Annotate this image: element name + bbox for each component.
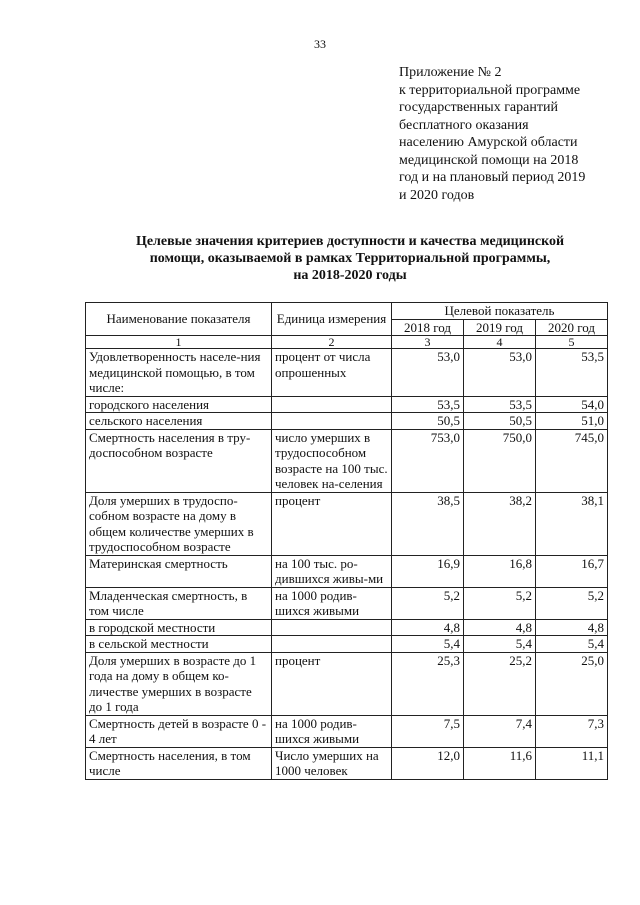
table-row bbox=[86, 636, 608, 653]
title-line: Целевые значения критериев доступности и качества медицинской bbox=[135, 234, 565, 249]
table-row bbox=[86, 413, 608, 430]
value-2019: 5,4 bbox=[464, 636, 536, 653]
row-unit bbox=[272, 619, 392, 636]
value-2020: 53,5 bbox=[536, 349, 608, 397]
appendix-line: государственных гарантий bbox=[399, 100, 558, 115]
appendix-block bbox=[399, 64, 619, 204]
row-unit: на 1000 родив-шихся живыми bbox=[272, 587, 392, 619]
row-unit: процент от числа опрошенных bbox=[272, 349, 392, 397]
value-2020: 38,1 bbox=[536, 492, 608, 555]
row-unit bbox=[272, 636, 392, 653]
appendix-line: Приложение № 2 bbox=[399, 65, 502, 80]
value-2018: 12,0 bbox=[392, 747, 464, 779]
header-target: Целевой показатель bbox=[392, 303, 608, 320]
appendix-line: бесплатного оказания bbox=[399, 117, 529, 133]
row-unit: на 1000 родив-шихся живыми bbox=[272, 715, 392, 747]
table-row bbox=[86, 555, 608, 587]
value-2020: 51,0 bbox=[536, 413, 608, 430]
appendix-line: год и на плановый период 2019 bbox=[399, 170, 586, 185]
appendix-line: к территориальной программе bbox=[399, 82, 581, 98]
col-number: 4 bbox=[464, 336, 536, 349]
table-row bbox=[86, 619, 608, 636]
row-name: Материнская смертность bbox=[86, 555, 272, 587]
col-number: 5 bbox=[536, 336, 608, 349]
value-2019: 38,2 bbox=[464, 492, 536, 555]
col-number: 1 bbox=[86, 336, 272, 349]
value-2019: 16,8 bbox=[464, 555, 536, 587]
value-2018: 5,2 bbox=[392, 587, 464, 619]
header-unit: Единица измерения bbox=[272, 303, 392, 336]
row-unit bbox=[272, 413, 392, 430]
row-name: Удовлетворенность населе-ния медицинской помощью, в том числе: bbox=[86, 349, 272, 397]
value-2020: 16,7 bbox=[536, 555, 608, 587]
appendix-line: медицинской помощи на 2018 bbox=[399, 152, 579, 168]
value-2018: 5,4 bbox=[392, 636, 464, 653]
value-2019: 53,5 bbox=[464, 396, 536, 413]
value-2020: 7,3 bbox=[536, 715, 608, 747]
row-unit bbox=[272, 396, 392, 413]
table-row bbox=[86, 429, 608, 492]
row-name: Доля умерших в возрасте до 1 года на дому в общем ко-личестве умерших в возрасте до 1 года bbox=[86, 652, 272, 715]
header-name: Наименование показателя bbox=[86, 303, 272, 336]
value-2018: 16,9 bbox=[392, 555, 464, 587]
value-2020: 745,0 bbox=[536, 429, 608, 492]
criteria-table bbox=[85, 302, 608, 780]
title-line: на 2018-2020 годы bbox=[293, 268, 407, 283]
title-line: помощи, оказываемой в рамках Территориальной программы, bbox=[149, 251, 551, 266]
col-number: 3 bbox=[392, 336, 464, 349]
value-2020: 4,8 bbox=[536, 619, 608, 636]
value-2020: 5,2 bbox=[536, 587, 608, 619]
row-name: в городской местности bbox=[86, 619, 272, 636]
col-number: 2 bbox=[272, 336, 392, 349]
value-2019: 50,5 bbox=[464, 413, 536, 430]
table-row bbox=[86, 747, 608, 779]
table-row bbox=[86, 587, 608, 619]
value-2018: 7,5 bbox=[392, 715, 464, 747]
row-unit: число умерших в трудоспособном возрасте на 100 тыс. человек на-селения bbox=[272, 429, 392, 492]
value-2019: 7,4 bbox=[464, 715, 536, 747]
value-2019: 750,0 bbox=[464, 429, 536, 492]
table-row bbox=[86, 652, 608, 715]
value-2018: 38,5 bbox=[392, 492, 464, 555]
value-2018: 753,0 bbox=[392, 429, 464, 492]
table-row bbox=[86, 492, 608, 555]
appendix-line: и 2020 годов bbox=[399, 187, 475, 203]
table-row bbox=[86, 349, 608, 397]
page-number: 33 bbox=[314, 37, 326, 51]
row-name: Смертность населения в тру-доспособном возрасте bbox=[86, 429, 272, 492]
row-name: Доля умерших в трудоспо-собном возрасте на дому в общем количестве умерших в трудоспособном возрасте bbox=[86, 492, 272, 555]
appendix-line: населению Амурской области bbox=[399, 135, 578, 150]
row-unit: на 100 тыс. ро-дившихся живы-ми bbox=[272, 555, 392, 587]
value-2019: 53,0 bbox=[464, 349, 536, 397]
value-2019: 25,2 bbox=[464, 652, 536, 715]
row-unit: Число умерших на 1000 человек bbox=[272, 747, 392, 779]
value-2018: 53,0 bbox=[392, 349, 464, 397]
row-unit: процент bbox=[272, 492, 392, 555]
value-2020: 25,0 bbox=[536, 652, 608, 715]
table-row bbox=[86, 396, 608, 413]
row-name: городского населения bbox=[86, 396, 272, 413]
row-name: Смертность детей в возрасте 0 - 4 лет bbox=[86, 715, 272, 747]
value-2018: 4,8 bbox=[392, 619, 464, 636]
row-name: сельского населения bbox=[86, 413, 272, 430]
value-2020: 11,1 bbox=[536, 747, 608, 779]
row-name: в сельской местности bbox=[86, 636, 272, 653]
header-year-2020: 2020 год bbox=[536, 319, 608, 336]
value-2019: 5,2 bbox=[464, 587, 536, 619]
value-2019: 4,8 bbox=[464, 619, 536, 636]
value-2020: 54,0 bbox=[536, 396, 608, 413]
row-name: Младенческая смертность, в том числе bbox=[86, 587, 272, 619]
document-title bbox=[70, 233, 630, 284]
row-unit: процент bbox=[272, 652, 392, 715]
value-2020: 5,4 bbox=[536, 636, 608, 653]
value-2018: 50,5 bbox=[392, 413, 464, 430]
value-2018: 53,5 bbox=[392, 396, 464, 413]
value-2019: 11,6 bbox=[464, 747, 536, 779]
table-row bbox=[86, 715, 608, 747]
row-name: Смертность населения, в том числе bbox=[86, 747, 272, 779]
header-year-2019: 2019 год bbox=[464, 319, 536, 336]
value-2018: 25,3 bbox=[392, 652, 464, 715]
header-year-2018: 2018 год bbox=[392, 319, 464, 336]
